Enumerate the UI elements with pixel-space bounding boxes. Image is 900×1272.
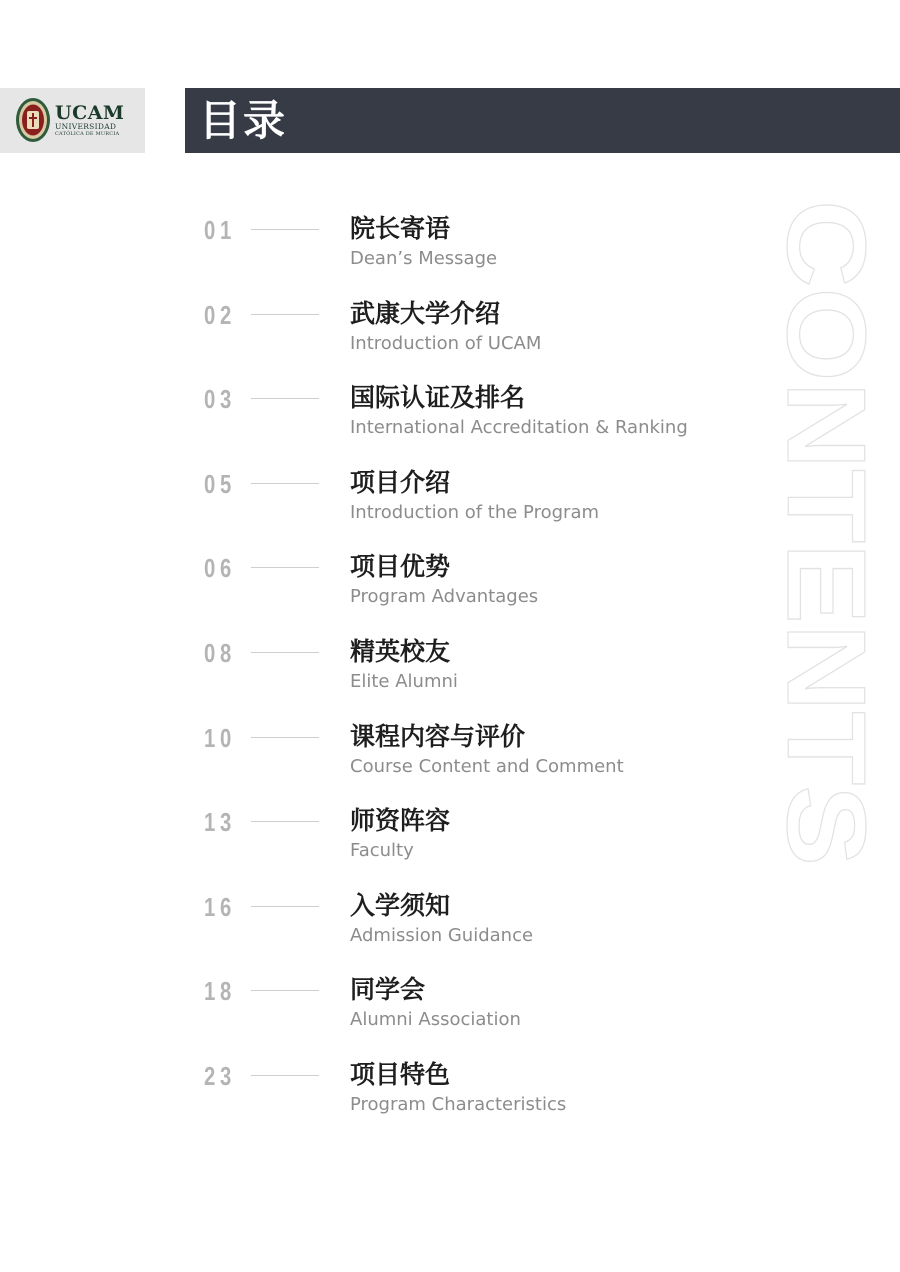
- toc-divider-line: [251, 314, 319, 315]
- toc-title: 课程内容与评价: [350, 721, 526, 751]
- toc-page-number: 05: [204, 468, 236, 499]
- page-title: 目录: [199, 96, 288, 145]
- toc-entry[interactable]: [0, 966, 760, 1036]
- toc-subtitle: Introduction of the Program: [350, 501, 600, 523]
- toc-title: 项目优势: [350, 552, 451, 582]
- toc-title: 武康大学介绍: [350, 298, 501, 328]
- toc-title: 国际认证及排名: [350, 383, 526, 413]
- university-seal-icon: [15, 97, 51, 143]
- toc-subtitle: Admission Guidance: [350, 924, 534, 946]
- contents-watermark: [764, 198, 888, 868]
- toc-entry[interactable]: [0, 374, 760, 444]
- toc-divider-line: [251, 567, 319, 568]
- toc-divider-line: [251, 1075, 319, 1076]
- toc-page-number: 08: [204, 638, 236, 668]
- toc-entry[interactable]: [0, 882, 760, 952]
- logo-wordmark: [55, 104, 124, 137]
- toc-title: 精英校友: [350, 637, 451, 666]
- toc-subtitle: Alumni Association: [350, 1009, 521, 1031]
- logo-line-2: CATÓLICA DE MURCIA: [55, 131, 120, 137]
- toc-entry[interactable]: [0, 1051, 760, 1121]
- toc-page-number: 02: [204, 299, 236, 330]
- title-bar: [185, 88, 900, 153]
- toc-subtitle: Dean’s Message: [350, 248, 498, 269]
- watermark-text: CONTENTS: [764, 200, 888, 811]
- toc-divider-line: [251, 990, 319, 991]
- toc-divider-line: [251, 229, 319, 230]
- toc-entry[interactable]: [0, 628, 760, 698]
- toc-subtitle: Program Characteristics: [350, 1094, 567, 1115]
- toc-page-number: 10: [204, 722, 236, 753]
- toc-divider-line: [251, 906, 319, 907]
- logo-block: [0, 88, 145, 153]
- toc-subtitle: Introduction of UCAM: [350, 332, 542, 354]
- toc-entry[interactable]: [0, 459, 760, 529]
- logo-name: UCAM: [55, 102, 125, 124]
- toc-subtitle: Faculty: [350, 840, 414, 862]
- toc-divider-line: [251, 821, 319, 822]
- toc-title: 项目介绍: [350, 467, 451, 497]
- toc-page-number: 13: [204, 807, 236, 838]
- toc-title: 师资阵容: [350, 806, 451, 836]
- toc-subtitle: Program Advantages: [350, 586, 539, 608]
- toc-entry[interactable]: [0, 543, 760, 613]
- toc-entry[interactable]: [0, 713, 760, 783]
- toc-subtitle: International Accreditation & Ranking: [350, 417, 688, 439]
- toc-entry[interactable]: [0, 797, 760, 867]
- toc-title: 同学会: [350, 975, 426, 1005]
- toc-divider-line: [251, 737, 319, 738]
- toc-divider-line: [251, 398, 319, 399]
- toc-page-number: 01: [204, 215, 236, 245]
- toc-entry[interactable]: [0, 290, 760, 360]
- toc-page-number: 16: [204, 891, 236, 922]
- toc-page-number: 03: [204, 384, 236, 415]
- toc-subtitle: Course Content and Comment: [350, 755, 624, 777]
- toc-page-number: 23: [204, 1061, 236, 1091]
- toc-title: 入学须知: [350, 890, 451, 920]
- toc-title: 项目特色: [350, 1060, 451, 1089]
- toc-divider-line: [251, 483, 319, 484]
- toc-title: 院长寄语: [350, 214, 451, 243]
- toc-entry[interactable]: [0, 205, 760, 275]
- toc-page-number: 06: [204, 553, 236, 584]
- toc-page-number: 18: [204, 976, 236, 1007]
- toc-subtitle: Elite Alumni: [350, 671, 458, 692]
- toc-divider-line: [251, 652, 319, 653]
- logo-line-1: UNIVERSIDAD: [55, 122, 117, 131]
